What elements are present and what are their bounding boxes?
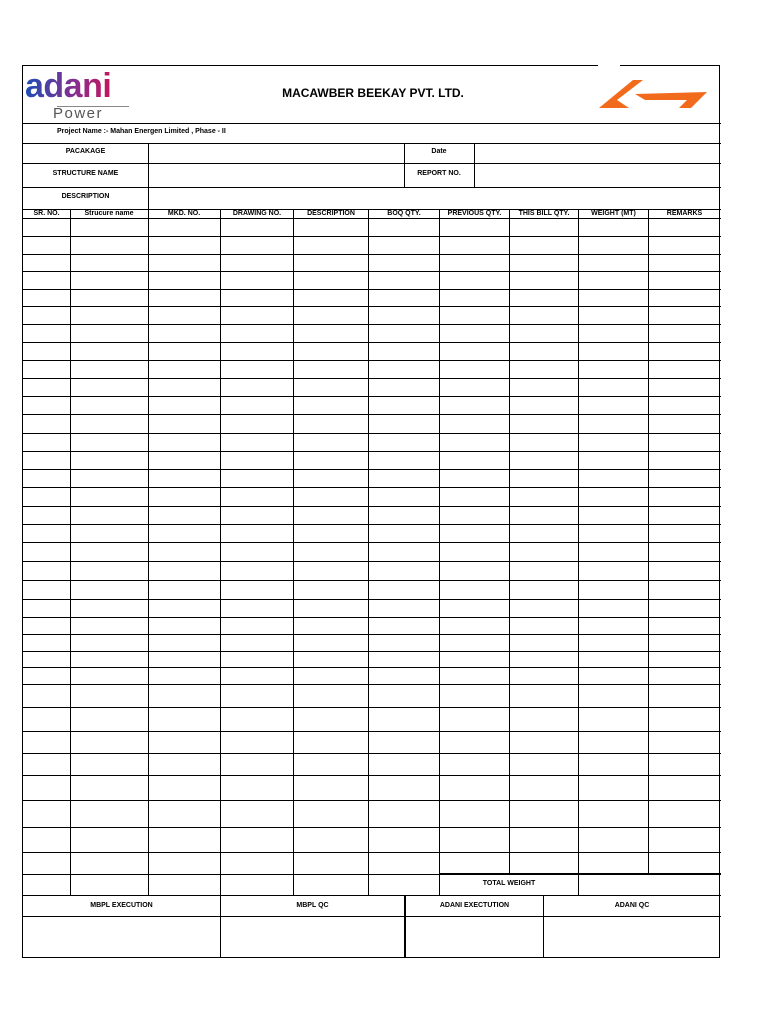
grid-row-line — [23, 684, 721, 685]
grid-row-line — [23, 827, 721, 828]
grid-row-line — [23, 236, 721, 237]
grid-row-line — [23, 524, 721, 525]
grid-row-line — [23, 254, 721, 255]
border-gap — [598, 65, 620, 67]
grid-row-line — [23, 414, 721, 415]
grid-row-line — [23, 731, 721, 732]
col-boq-qty: BOQ QTY. — [387, 210, 421, 217]
grid-col-line — [293, 209, 294, 895]
grid-col-line — [578, 209, 579, 895]
package-label: PACAKAGE — [65, 148, 106, 155]
grid-row-line — [23, 271, 721, 272]
col-structure-name: Strucure name — [84, 210, 134, 217]
col-mkd-no: MKD. NO. — [167, 210, 201, 217]
grid-col-line — [439, 209, 440, 874]
grid-row-line — [23, 753, 721, 754]
grid-row-line — [23, 617, 721, 618]
grid-col-line — [648, 209, 649, 874]
grid-row-line — [23, 667, 721, 668]
col-drawing-no: DRAWING NO. — [232, 210, 282, 217]
grid-row-line — [23, 852, 721, 853]
grid-row-line — [23, 342, 721, 343]
grid-row-line — [23, 634, 721, 635]
grid-col-line — [509, 209, 510, 874]
grid-row-line — [23, 451, 721, 452]
col-description: DESCRIPTION — [307, 210, 355, 217]
grid-row-line — [23, 289, 721, 290]
grid-row-line — [23, 487, 721, 488]
sig-adani-qc-label: ADANI QC — [614, 902, 650, 909]
col-this-bill-qty: THIS BILL QTY. — [518, 210, 570, 217]
inspection-sheet — [22, 65, 720, 958]
report-no-label: REPORT NO. — [417, 170, 461, 177]
grid-row-line — [23, 378, 721, 379]
description-field[interactable] — [149, 188, 720, 209]
sig-adani-execution-label: ADANI EXECTUTION — [439, 902, 510, 909]
col-sr-no: SR. NO. — [33, 210, 60, 217]
grid-row-line — [23, 360, 721, 361]
sig-adani-execution-box[interactable] — [406, 917, 543, 957]
col-remarks: REMARKS — [666, 210, 703, 217]
grid-row-line — [23, 580, 721, 581]
total-weight-field[interactable] — [579, 874, 720, 895]
rule — [23, 895, 721, 896]
adani-logo-text: adani — [25, 67, 112, 105]
company-title: MACAWBER BEEKAY PVT. LTD. — [282, 86, 464, 100]
col-previous-qty: PREVIOUS QTY. — [447, 210, 502, 217]
date-field[interactable] — [475, 144, 720, 163]
sig-mbpl-qc-box[interactable] — [221, 917, 404, 957]
package-field[interactable] — [149, 144, 403, 163]
sig-adani-qc-box[interactable] — [544, 917, 720, 957]
grid-row-line — [23, 561, 721, 562]
col-weight-mt: WEIGHT (MT) — [591, 210, 636, 217]
mbk-arrow-logo-icon — [595, 74, 710, 110]
grid-row-line — [23, 469, 721, 470]
grid-row-line — [23, 433, 721, 434]
rule — [23, 123, 721, 124]
sig-mbpl-execution-box[interactable] — [23, 917, 220, 957]
grid-row-line — [23, 800, 721, 801]
grid-row-line — [23, 306, 721, 307]
grid-col-line — [148, 209, 149, 895]
grid-col-line — [368, 209, 369, 895]
grid-row-line — [23, 218, 721, 219]
sig-mbpl-qc-label: MBPL QC — [296, 902, 329, 909]
grid-col-line — [220, 209, 221, 895]
report-no-field[interactable] — [475, 164, 720, 187]
grid-row-line — [23, 396, 721, 397]
grid-row-line — [23, 775, 721, 776]
structure-name-label: STRUCTURE NAME — [52, 170, 119, 177]
power-logo-text: Power — [53, 105, 104, 122]
date-label: Date — [431, 148, 447, 155]
description-label: DESCRIPTION — [61, 193, 110, 200]
project-name: Project Name :- Mahan Energen Limited , Phase - II — [57, 128, 226, 135]
grid-row-line — [23, 599, 721, 600]
sig-mbpl-execution-label: MBPL EXECUTION — [90, 902, 153, 909]
structure-name-field[interactable] — [149, 164, 403, 187]
grid-col-line — [70, 209, 71, 895]
grid-row-line — [23, 707, 721, 708]
grid-row-line — [23, 651, 721, 652]
grid-row-line — [23, 506, 721, 507]
grid-row-line — [23, 324, 721, 325]
grid-row-line — [23, 542, 721, 543]
total-weight-label: TOTAL WEIGHT — [482, 880, 536, 887]
